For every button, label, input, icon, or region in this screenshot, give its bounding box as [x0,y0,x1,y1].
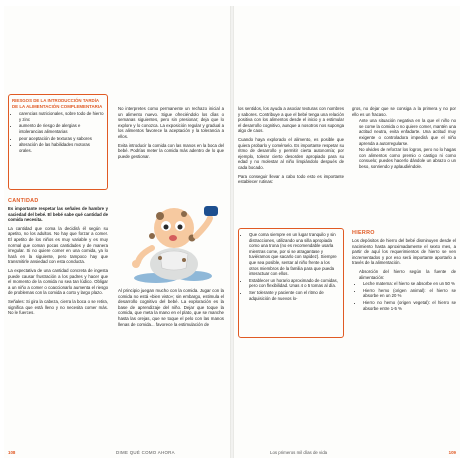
baby-illustration [116,196,224,284]
risk-list [12,111,104,153]
left-page [4,6,230,458]
advice-item: • No olvides de reforzar los logros, pero no lo hagas con alimentos como premio o castigo ni como consuelo; puedes hacerlo dándole un abrazo o un beso, sonriendo y aplaudiéndole. [359,147,456,169]
running-title-left: DIME QUÉ COMO AHORA [116,450,175,455]
running-title-right: Los primeros mil días de vida [270,450,328,455]
iron-item: • Absorción del hierro según la fuente de alimentación: [359,269,456,280]
page-number: 109 [448,450,456,455]
routine-item: • Ser tolerante y paciente con el ritmo de adquisición de nuevos lo- [249,290,340,301]
risk-item: • carencias nutricionales, sobre todo de hierro y zinc [19,111,104,122]
paragraph: La expectativa de una cantidad concreta de ingesta puede causar frustración a los padres y hacer que el momento de la comida no sea tan lúdico. Obligar a un niño a comer o coaccionarlo aumenta el riesgo de problemas con la comida a corto y largo plazo. [8,267,108,296]
paragraph: Es importante respetar las señales de hambre y saciedad del bebé. El bebé sabe qué cantidad de comida necesita. [8,206,108,223]
paragraph: Evita introducir la comida con las manos en la boca del bebé. Podrías meter la comida más adentro de lo que puede gestionar. [118,142,224,159]
iron-item: • Hierro hemo (origen animal): el hierro se absorbe en un 20 % [363,288,456,299]
paragraph: Cuando haya explorado el alimento, es posible que quiera probarlo y comérselo. Es importante respetar su ritmo de desarrollo y permitir cierta autonomía; por ejemplo, tolerar cierto desorden apropiado para su edad y no molestar al niño limpiándolo después de cada bocado. [238,136,344,170]
iron-list [352,269,456,311]
iron-item: • Leche materna: el hierro se absorbe en un 50 % [363,281,456,287]
left-column-1 [8,206,108,444]
paragraph: La cantidad que coma la decidirá él según su apetito, no los adultos. No hay que forzar a comer. El apetito de los niños es muy variable y es muy normal que coman pocas cantidades y de manera irregular. Si no quiere comer en una comida, ya lo hará en la siguiente, pero tampoco hay que transmitirle ansiedad con esta conducta. [8,225,108,265]
footer-left [8,450,15,455]
routine-list [242,232,340,301]
footer-right [449,450,456,455]
routine-box [238,228,344,338]
risk-box [8,94,108,190]
paragraph: Para conseguir llevar a cabo todo esto es importante establecer rutinas: [238,173,344,185]
risk-box-title: RIESGOS DE LA INTRODUCCIÓN TARDÍA DE LA ALIMENTACIÓN COMPLEMENTARIA [12,98,103,109]
right-column-1 [238,106,344,226]
risk-item: • aumento de riesgo de alergias e intolerancias alimentarias [19,123,104,134]
right-column-2 [352,106,456,228]
risk-item: • peor aceptación de texturas y sabores [19,136,104,142]
advice-item: gros, no dejar que se consiga a la primera y no por ello es un fracaso. [352,106,456,117]
paragraph: Señales: Si gira la cabeza, cierra la boca o se retira, significa que está lleno y no necesita comer más. No le fuerces. [8,298,108,316]
iron-item: • Hierro no hemo (origen vegetal): el hierro se absorbe entre 1-5 % [363,300,456,311]
illustration-caption: Al principio juegan mucho con la comida. Jugar con la comida no está «bien visto»; sin embargo, estimula el desarrollo cognitivo del bebé. La exploración es la base de aprendizaje del niño. Dejar que toque la comida, que meta la mano en el plato, que se manche hasta las orejas, que se toque el pelo con las manos llenas de comida... favorece la estimulación de [118,288,224,327]
right-page [234,6,460,458]
advice-item: • Ante una situación negativa en la que el niño no se come la comida o no quiere comer, mantén una actitud neutra, evita enfadarte. Una actitud muy exigente o controladora impedirá que el niño aprenda a autorregularse. [359,118,456,146]
risk-item: • alteración de las habilidades motoras orales. [19,142,104,153]
routine-item: • Que coma siempre en un lugar tranquilo y sin distracciones, utilizando una silla apropiada como una trona (no es recomendable usarla mientras come, por si se atragantase y tuviéramos que sacarlo con rapidez). Siempre que sea posible, sentar al niño frente a los otros miembros de la familia para que pueda interactuar con ellos. [249,232,340,277]
left-column-2 [118,106,224,194]
section-heading-cantidad: CANTIDAD [8,198,39,204]
routine-item: • Establecer un horario aproximado de comidas, pero con flexibilidad. Unas 4 o 5 tomas al día. [249,278,340,289]
page-number: 108 [8,450,16,455]
section-heading-hierro: HIERRO [352,230,375,236]
advice-list [352,106,456,170]
paragraph: No interpretes como permanente un rechazo inicial a un alimento nuevo. Sigue ofreciéndolo los días o semanas siguientes, pero sin presionar; deja que lo explore y lo conozca. La exposición regular y gradual a los alimentos favorece la aceptación y la tolerancia a ellos. [118,106,224,139]
paragraph: Los depósitos de hierro del bebé disminuyen desde el nacimiento hasta aproximadamente el sexto mes, a partir de aquí los requerimientos de hierro se ven incrementados y por eso será importante aportarlo a través de la alimentación. [352,238,456,266]
paragraph: los sentidos, los ayuda a asociar texturas con nombres y sabores. Contribuye a que el bebé tenga una relación positiva con los alimentos desde el inicio y a estimular el desarrollo cognitivo, aunque a nosotros nos suponga algo de caos. [238,106,344,134]
right-column-2-iron [352,238,456,338]
